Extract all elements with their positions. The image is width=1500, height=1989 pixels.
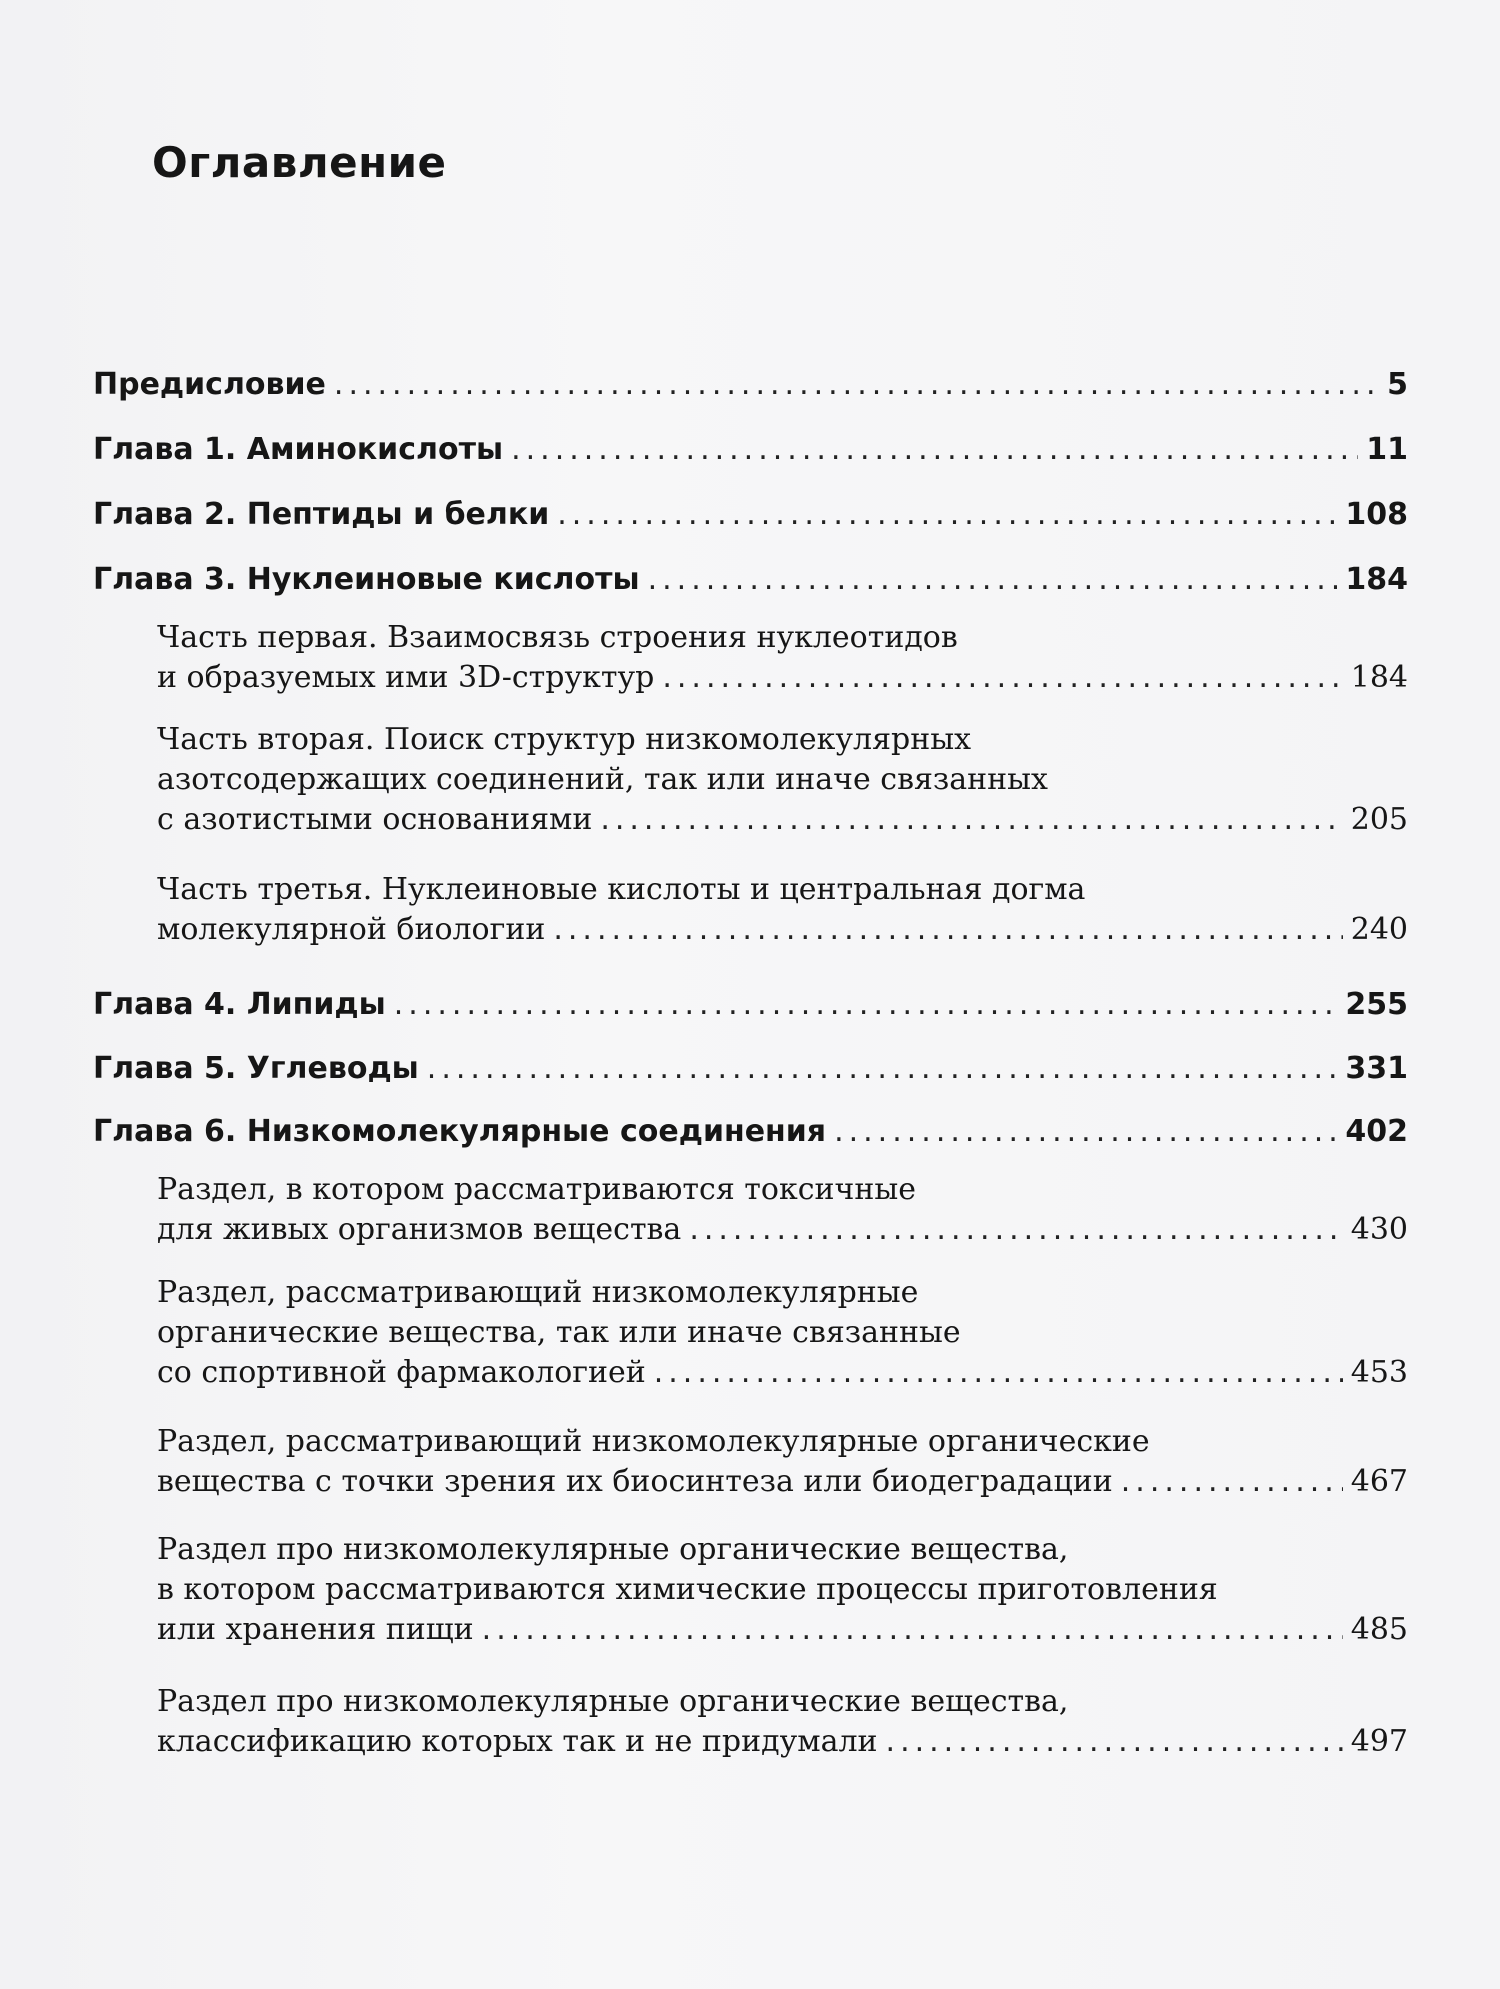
toc-entry-label: и образуемых ими 3D-структур: [157, 660, 655, 695]
toc-entry-section-4[interactable]: [157, 1530, 1408, 1650]
toc-entry-label: Глава 5. Углеводы: [93, 1051, 419, 1086]
toc-page-number: 5: [1387, 367, 1408, 402]
toc-entry-chapter-3[interactable]: [93, 560, 1408, 600]
dot-leader: [600, 800, 1342, 840]
dot-leader: [334, 365, 1379, 405]
dot-leader: [394, 985, 1338, 1025]
toc-entry-chapter-6[interactable]: [93, 1112, 1408, 1152]
toc-entry-part-1[interactable]: [157, 618, 1408, 698]
dot-leader: [557, 495, 1337, 535]
toc-entry-label: Глава 6. Низкомолекулярные соединения: [93, 1114, 827, 1149]
toc-entry-label: Раздел, в котором рассматриваются токсичные: [157, 1172, 916, 1207]
toc-page-number: 453: [1350, 1355, 1408, 1390]
toc-entry-chapter-2[interactable]: [93, 495, 1408, 535]
toc-entry-label: или хранения пищи: [157, 1612, 474, 1647]
toc-entry-chapter-4[interactable]: [93, 985, 1408, 1025]
page-title: Оглавление: [152, 138, 447, 187]
toc-entry-section-5[interactable]: [157, 1682, 1408, 1762]
toc-entry-label: с азотистыми основаниями: [157, 802, 593, 837]
dot-leader: [553, 910, 1342, 950]
toc-entry-label: вещества с точки зрения их биосинтеза или биодеградации: [157, 1464, 1113, 1499]
toc-entry-label: Часть третья. Нуклеиновые кислоты и центральная догма: [157, 872, 1086, 907]
toc-page-number: 184: [1345, 562, 1408, 597]
toc-entry-chapter-1[interactable]: [93, 430, 1408, 470]
toc-entry-section-2[interactable]: [157, 1273, 1408, 1393]
toc-entry-label: Глава 4. Липиды: [93, 987, 386, 1022]
dot-leader: [886, 1722, 1343, 1762]
toc-page-number: 205: [1350, 802, 1408, 837]
toc-entry-label: Раздел про низкомолекулярные органические вещества,: [157, 1532, 1069, 1567]
toc-entry-label: органические вещества, так или иначе связанные: [157, 1315, 961, 1350]
toc-page-number: 402: [1345, 1114, 1408, 1149]
dot-leader: [834, 1112, 1337, 1152]
toc-page-number: 184: [1350, 660, 1408, 695]
toc-entry-section-3[interactable]: [157, 1422, 1408, 1502]
toc-entry-preface[interactable]: [93, 365, 1408, 405]
toc-entry-label: в котором рассматриваются химические процессы приготовления: [157, 1572, 1218, 1607]
dot-leader: [1121, 1462, 1343, 1502]
toc-page-number: 240: [1350, 912, 1408, 947]
dot-leader: [689, 1210, 1342, 1250]
toc-page-number: 497: [1350, 1724, 1408, 1759]
toc-entry-chapter-5[interactable]: [93, 1049, 1408, 1089]
toc-page-number: 467: [1350, 1464, 1408, 1499]
toc-page-number: 108: [1345, 497, 1408, 532]
toc-entry-label: классификацию которых так и не придумали: [157, 1724, 878, 1759]
dot-leader: [648, 560, 1338, 600]
toc-entry-section-1[interactable]: [157, 1170, 1408, 1250]
dot-leader: [511, 430, 1358, 470]
toc-page-number: 255: [1345, 987, 1408, 1022]
toc-entry-part-3[interactable]: [157, 870, 1408, 950]
toc-entry-label: Раздел про низкомолекулярные органические вещества,: [157, 1684, 1069, 1719]
toc-entry-label: азотсодержащих соединений, так или иначе связанных: [157, 762, 1048, 797]
toc-page-number: 11: [1366, 432, 1408, 467]
toc-page-number: 485: [1350, 1612, 1408, 1647]
toc-entry-label: для живых организмов вещества: [157, 1212, 682, 1247]
dot-leader: [482, 1610, 1343, 1650]
toc-page-number: 331: [1345, 1051, 1408, 1086]
toc-entry-label: Предисловие: [93, 367, 326, 402]
toc-entry-label: Раздел, рассматривающий низкомолекулярные: [157, 1275, 919, 1310]
toc-entry-label: Часть вторая. Поиск структур низкомолекулярных: [157, 722, 972, 757]
toc-entry-part-2[interactable]: [157, 720, 1408, 840]
toc-entry-label: со спортивной фармакологией: [157, 1355, 646, 1390]
dot-leader: [427, 1049, 1338, 1089]
toc-page-number: 430: [1350, 1212, 1408, 1247]
toc-entry-label: Раздел, рассматривающий низкомолекулярные органические: [157, 1424, 1150, 1459]
toc-entry-label: молекулярной биологии: [157, 912, 546, 947]
toc-entry-label: Глава 3. Нуклеиновые кислоты: [93, 562, 640, 597]
toc-entry-label: Глава 2. Пептиды и белки: [93, 497, 550, 532]
toc-entry-label: Часть первая. Взаимосвязь строения нуклеотидов: [157, 620, 958, 655]
dot-leader: [662, 658, 1342, 698]
dot-leader: [654, 1353, 1343, 1393]
toc-entry-label: Глава 1. Аминокислоты: [93, 432, 504, 467]
